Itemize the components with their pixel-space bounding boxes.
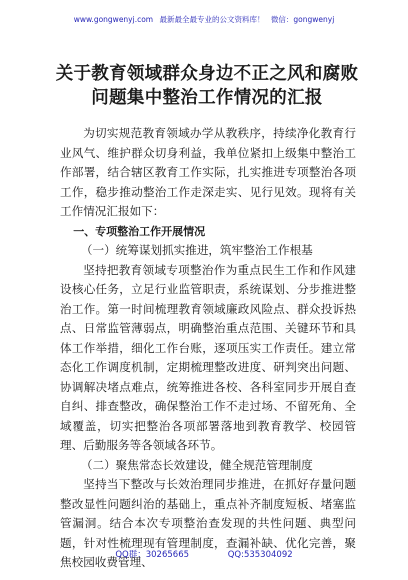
document-title: 关于教育领域群众身边不正之风和腐败问题集中整治工作情况的汇报 (55, 64, 359, 108)
subsection-heading-1: （一）统筹谋划抓实推进，筑牢整治工作根基 (80, 243, 313, 257)
site-url[interactable]: www.gongwenyj.com (73, 15, 154, 24)
wechat-id: 微信：gongwenyj (270, 15, 335, 24)
intro-paragraph: 为切实规范教育领域办学从教秩序，持续净化教育行业风气、维护群众切身利益，我单位紧扣上级集中整治工作部署，结合辖区教育工作实际，扎实推进专项整治各项工作，稳步推动整治工作走深走实、见行见效。现将有关工作情况汇报如下： (60, 126, 356, 218)
contact-footer (0, 548, 408, 560)
site-slogan: 最新最全最专业的公文资料库！ (159, 15, 265, 24)
section-heading: 一、专项整治工作开展情况 (73, 224, 206, 238)
subsection-body-1: 坚持把教育领域专项整治作为重点民生工作和作风建设核心任务，立足行业监管职责，系统谋划、分步推进整治工作。第一时间梳理教育领域廉政风险点、群众投诉热点、日常监管薄弱点，明确整治重点范围、关键环节和具体工作举措，细化工作台账，逐项压实工作责任。建立常态化工作调度机制，定期梳理整改进度、研判突出问题、协调解决堵点难点，统筹推进各校、各科室同步开展自查自纠、排查整改，确保整治工作不走过场、不留死角、全域覆盖，切实把整治各项部署落地到教育教学、校园管理、后勤服务等各领域各环节。 (60, 262, 356, 452)
qq-contact: QQ:535304092 (227, 550, 293, 560)
subsection-body-2: 坚持当下整改与长效治理同步推进，在抓好存量问题整改显性问题纠治的基础上，重点补齐制度短板、堵塞监管漏洞。结合本次专项整治查发现的共性问题、典型问题，针对性梳理现有管理制度，查漏补缺、优化完善，聚焦校园收费管理、 (60, 477, 356, 569)
qq-group: QQ群：30265665 (115, 550, 190, 560)
subsection-heading-2: （二）聚焦常态长效建设，健全规范管理制度 (80, 457, 313, 472)
document-body (60, 124, 356, 573)
site-header (0, 14, 408, 25)
